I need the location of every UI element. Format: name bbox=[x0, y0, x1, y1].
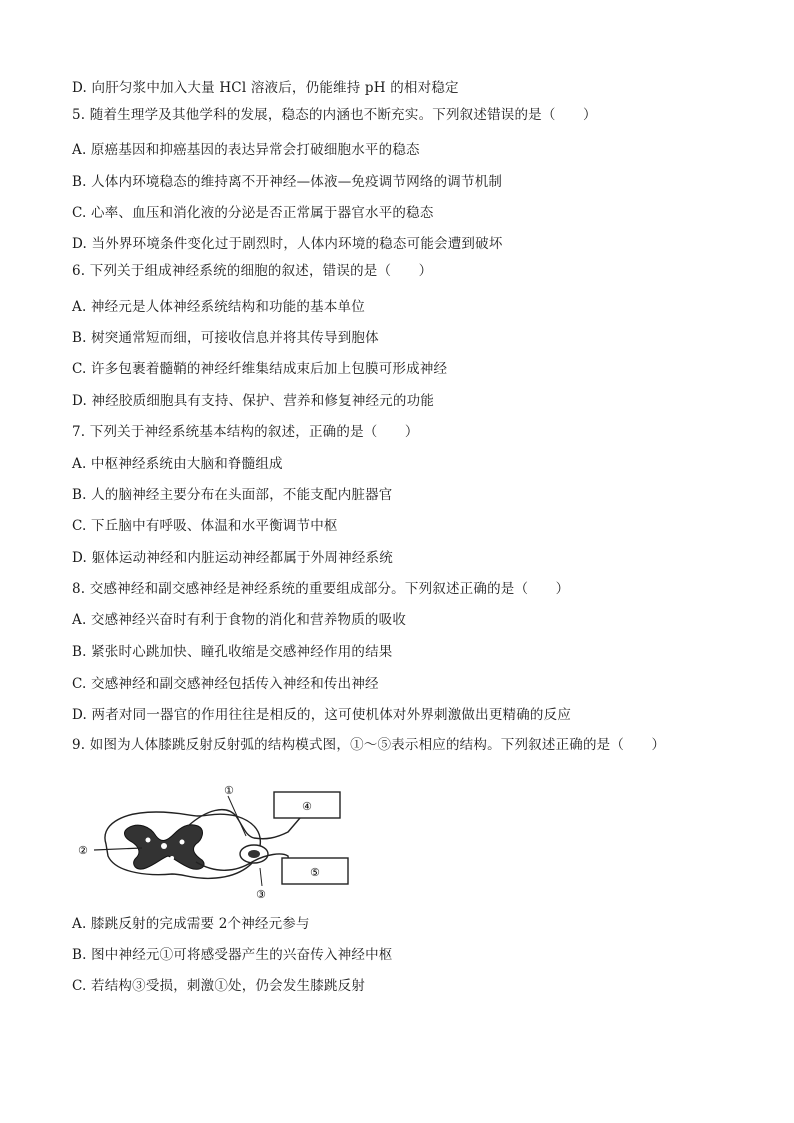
label-3-leader bbox=[260, 868, 262, 886]
label-2-leader bbox=[94, 848, 142, 850]
option-8a: A. 交感神经兴奋时有利于食物的消化和营养物质的吸收 bbox=[72, 612, 407, 628]
option-6a: A. 神经元是人体神经系统结构和功能的基本单位 bbox=[72, 299, 365, 315]
option-8d: D. 两者对同一器官的作用往往是相反的，这可使机体对外界刺激做出更精确的反应 bbox=[72, 707, 572, 723]
neuron-cell-body-b bbox=[180, 840, 185, 845]
reflex-arc-diagram bbox=[76, 782, 376, 902]
option-6b: B. 树突通常短而细，可接收信息并将其传导到胞体 bbox=[72, 330, 379, 346]
option-7c: C. 下丘脑中有呼吸、体温和水平衡调节中枢 bbox=[72, 518, 338, 534]
option-9c: C. 若结构③受损，刺激①处，仍会发生膝跳反射 bbox=[72, 978, 366, 994]
option-5c: C. 心率、血压和消化液的分泌是否正常属于器官水平的稳态 bbox=[72, 205, 434, 221]
option-8b: B. 紧张时心跳加快、瞳孔收缩是交感神经作用的结果 bbox=[72, 644, 393, 660]
option-5d: D. 当外界环境条件变化过于剧烈时，人体内环境的稳态可能会遭到破坏 bbox=[72, 236, 503, 252]
question-7: 7. 下列关于神经系统基本结构的叙述，正确的是（ ） bbox=[72, 424, 419, 440]
question-6: 6. 下列关于组成神经系统的细胞的叙述，错误的是（ ） bbox=[72, 263, 433, 279]
option-6c: C. 许多包裹着髓鞘的神经纤维集结成束后加上包膜可形成神经 bbox=[72, 361, 448, 377]
option-5a: A. 原癌基因和抑癌基因的表达异常会打破细胞水平的稳态 bbox=[72, 142, 420, 158]
label-3: ③ bbox=[256, 888, 266, 901]
central-canal bbox=[161, 843, 167, 849]
option-9a: A. 膝跳反射的完成需要 2个神经元参与 bbox=[72, 916, 310, 932]
option-7a: A. 中枢神经系统由大脑和脊髓组成 bbox=[72, 456, 283, 472]
option-9b: B. 图中神经元①可将感受器产生的兴奋传入神经中枢 bbox=[72, 947, 393, 963]
option-6d: D. 神经胶质细胞具有支持、保护、营养和修复神经元的功能 bbox=[72, 393, 435, 409]
ganglion-core bbox=[248, 850, 260, 858]
label-2: ② bbox=[78, 844, 88, 857]
option-8c: C. 交感神经和副交感神经包括传入神经和传出神经 bbox=[72, 676, 379, 692]
option-5b: B. 人体内环境稳态的维持离不开神经—体液—免疫调节网络的调节机制 bbox=[72, 174, 503, 190]
label-4: ④ bbox=[302, 800, 312, 813]
question-8: 8. 交感神经和副交感神经是神经系统的重要组成部分。下列叙述正确的是（ ） bbox=[72, 581, 570, 597]
neuron-cell-body-a bbox=[146, 838, 151, 843]
label-1-leader bbox=[228, 796, 246, 836]
question-5: 5. 随着生理学及其他学科的发展，稳态的内涵也不断充实。下列叙述错误的是（ ） bbox=[72, 107, 597, 123]
option-7d: D. 躯体运动神经和内脏运动神经都属于外周神经系统 bbox=[72, 550, 393, 566]
option-7b: B. 人的脑神经主要分布在头面部，不能支配内脏器官 bbox=[72, 487, 393, 503]
option-4d: D. 向肝匀浆中加入大量 HCl 溶液后，仍能维持 pH 的相对稳定 bbox=[72, 80, 459, 96]
label-5: ⑤ bbox=[310, 866, 320, 879]
question-9: 9. 如图为人体膝跳反射反射弧的结构模式图，①～⑤表示相应的结构。下列叙述正确的是（ ） bbox=[72, 737, 666, 753]
neuron-cell-body-c bbox=[170, 856, 174, 860]
label-1: ① bbox=[224, 784, 234, 797]
